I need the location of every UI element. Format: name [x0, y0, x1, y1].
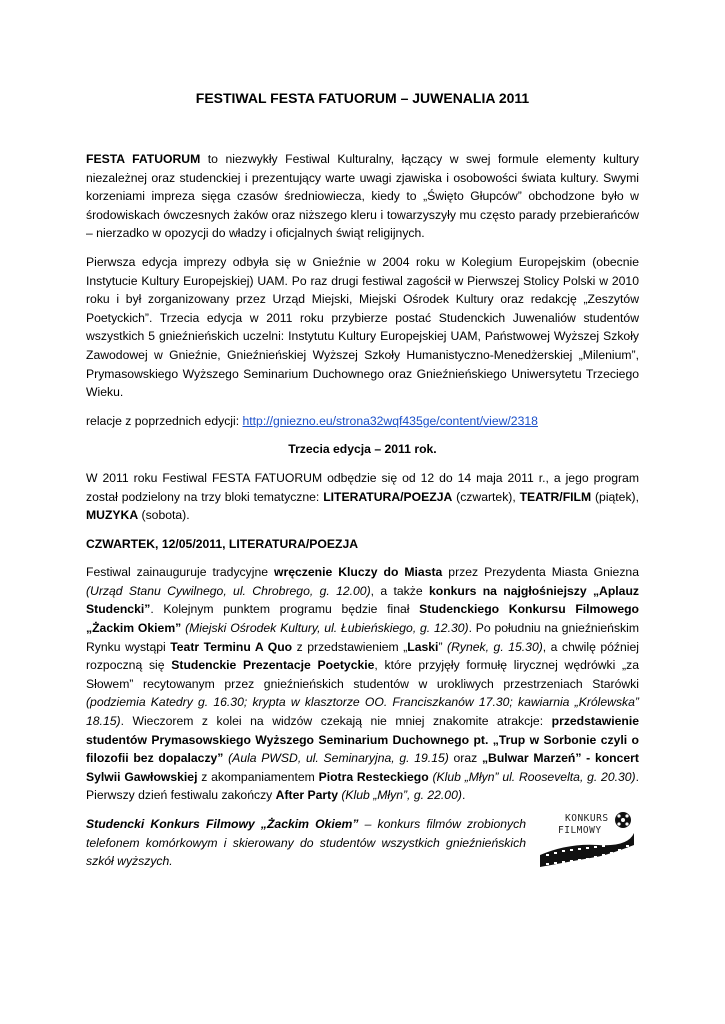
thursday-text: z akompaniamentem — [197, 769, 319, 784]
thursday-italic: (Miejski Ośrodek Kultury, ul. Łubieńskiego, g. 12.30) — [185, 621, 469, 636]
relacje-link[interactable]: http://gniezno.eu/strona32wqf435ge/content/view/2318 — [242, 413, 538, 428]
edition-heading — [86, 440, 639, 459]
thursday-text: oraz — [448, 751, 482, 766]
film-reel-icon — [615, 812, 631, 828]
thursday-italic: (Rynek, g. 15.30) — [447, 639, 543, 654]
konkurs-title: Studencki Konkurs Filmowy „Żackim Okiem” — [86, 817, 359, 831]
thursday-bold: wręczenie Kluczy do Miasta — [274, 565, 443, 580]
intro-paragraph — [86, 150, 639, 243]
program-block-teatr: TEATR/FILM — [519, 489, 592, 504]
thursday-text: z przedstawieniem „ — [292, 639, 408, 654]
thursday-bold: „Bulwar Marzeń” - koncert Sylwii Gawłowskiej — [86, 751, 639, 784]
edition-heading-text: Trzecia edycja – 2011 rok. — [288, 442, 437, 457]
thursday-text: . Po południu na gnieźnieńskim Rynku wystąpi — [86, 621, 639, 654]
history-paragraph: Pierwsza edycja imprezy odbyła się w Gnieźnie w 2004 roku w Kolegium Europejskim (obecnie Instytucie Kultury Europejskiej) UAM. Po raz drugi festiwal zagościł w Pierwszej Stolicy Polski w 2010 roku i był zorganizowany przez Urząd Miejski, Miejski Ośrodek Kultury oraz redakcję „Zeszytów Poetyckich”. Trzecia edycja w 2011 roku przybierze postać Studenckich Juwenaliów studentów wszystkich 5 gnieźnieńskich uczelni: Instytutu Kultury Europejskiej UAM, Państwowej Wyższej Szkoły Zawodowej w Gnieźnie, Gnieźnieńskiej Wyższej Szkoły Humanistyczno-Menedżerskiej „Milenium”, Prymasowskiego Wyższego Seminarium Duchownego oraz Gnieźnieńskiego Uniwersytetu Trzeciego Wieku. — [86, 254, 639, 400]
thursday-bold: przedstawienie studentów Prymasowskiego Wyższego Seminarium Duchownego pt. „Trup w Sorbonie czyli o filozofii bez dopalaczy” — [86, 714, 639, 766]
thursday-text: , a chwilę później rozpoczną się — [86, 639, 639, 673]
thursday-text: ” — [438, 639, 448, 654]
program-text-1: W 2011 roku Festiwal FESTA FATUORUM odbędzie się od 12 do 14 maja 2011 r., a jego program został podzielony na trzy bloki tematyczne: — [86, 470, 639, 504]
program-block-literatura: LITERATURA/POEZJA — [323, 489, 453, 504]
logo-text-line1: KONKURS — [565, 813, 609, 824]
thursday-bold: Teatr Terminu A Quo — [170, 639, 293, 654]
thursday-bold: konkurs na najgłośniejszy „Aplauz Studencki” — [86, 583, 639, 617]
konkurs-filmowy-logo — [538, 807, 636, 869]
thursday-heading — [86, 535, 639, 554]
program-text-2: (czwartek), — [452, 489, 520, 504]
thursday-text: . Wieczorem z kolei na widzów czekają nie mniej znakomite atrakcje: — [120, 714, 552, 729]
logo-text-line2: FILMOWY — [558, 825, 602, 836]
intro-lead: FESTA FATUORUM — [86, 152, 201, 166]
intro-text: to niezwykły Festiwal Kulturalny, łączący w swej formule elementy kultury niezależnej oraz studenckiej i prezentujący warte uwagi zjawiska i osobowości świata kultury. Swymi korzeniami impreza sięga czasów średniowiecza, kiedy to „Święto Głupców” obchodzone było w środowiskach ówczesnych żaków oraz niższego kleru i towarzyszyły mu często parady przebierańców – nierzadko w opozycji do władzy i oficjalnych świąt religijnych. — [86, 152, 639, 241]
thursday-heading-text: CZWARTEK, 12/05/2011, LITERATURA/POEZJA — [86, 536, 359, 551]
thursday-bold: Laski — [407, 639, 439, 654]
thursday-text: . Kolejnym punktem programu będzie finał — [150, 602, 420, 617]
thursday-bold: Studenckiego Konkursu Filmowego „Żackim Okiem” — [86, 602, 639, 636]
konkurs-text: – konkurs filmów zrobionych telefonem komórkowym i skierowany do studentów wszystkich gnieźnieńskich szkół wyższych. — [86, 817, 526, 869]
thursday-italic: (Urząd Stanu Cywilnego, ul. Chrobrego, g. 12.00) — [86, 583, 371, 598]
thursday-text: , które przyjęły formułę lirycznej wędrówki „za Słowem” recytowanym przez gnieźnieńskich studentów w urokliwych przestrzeniach Starówki — [86, 658, 639, 691]
document-body — [86, 150, 639, 881]
thursday-paragraph — [86, 563, 639, 805]
thursday-bold: After Party — [275, 788, 338, 803]
program-text-4: (sobota). — [138, 508, 190, 523]
relacje-paragraph — [86, 412, 639, 431]
thursday-italic: (Klub „Młyn”, g. 22.00) — [341, 788, 462, 803]
program-text-3: (piątek), — [591, 489, 640, 504]
relacje-label: relacje z poprzednich edycji: — [86, 413, 243, 428]
film-strip-icon — [540, 833, 634, 867]
thursday-italic: (podziemia Katedry g. 16.30; krypta w klasztorze OO. Franciszkanów 17.30; kawiarnia „Królewska” 18.15) — [86, 695, 639, 729]
thursday-text: . Pierwszy dzień festiwalu zakończy — [86, 769, 639, 803]
konkurs-section — [86, 815, 639, 871]
program-block-muzyka: MUZYKA — [86, 508, 139, 523]
thursday-italic: (Aula PWSD, ul. Seminaryjna, g. 19.15) — [228, 751, 449, 766]
thursday-text: przez Prezydenta Miasta Gniezna — [442, 565, 639, 580]
konkurs-paragraph — [86, 815, 526, 871]
thursday-bold: Piotra Resteckiego — [318, 769, 429, 784]
thursday-text: , a także — [370, 583, 429, 598]
thursday-text: . — [461, 788, 466, 803]
page-title: FESTIWAL FESTA FATUORUM – JUWENALIA 2011 — [195, 90, 530, 106]
thursday-italic: (Klub „Młyn” ul. Roosevelta, g. 20.30) — [432, 769, 636, 784]
thursday-text: Festiwal zainauguruje tradycyjne — [86, 565, 274, 580]
program-paragraph — [86, 469, 639, 525]
thursday-bold: Studenckie Prezentacje Poetyckie — [171, 658, 375, 673]
